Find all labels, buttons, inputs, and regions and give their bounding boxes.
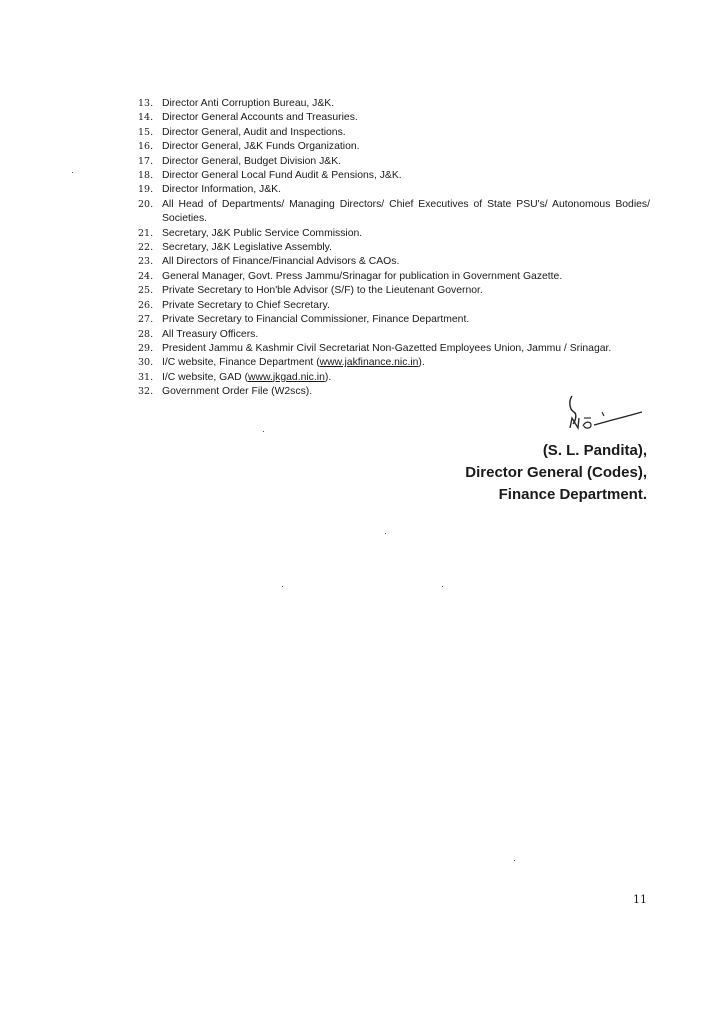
item-text: All Directors of Finance/Financial Advisors & CAOs. [162,256,400,268]
item-number: 13. [138,98,154,109]
item-text: All Treasury Officers. [162,328,259,340]
item-text: Private Secretary to Chief Secretary. [162,299,330,311]
list-item [138,169,650,183]
item-text: Private Secretary to Hon'ble Advisor (S/F) to the Lieutenant Governor. [162,285,483,297]
page-number: 11 [633,893,647,906]
item-number: 31. [138,371,154,383]
item-number: 22. [138,242,154,254]
list-item [138,356,650,370]
item-number: 14. [138,112,154,124]
scan-speck [442,586,443,587]
list-item [138,183,650,197]
item-text: Director General, J&K Funds Organization. [162,141,360,153]
item-number: 20. [138,198,154,210]
signatory-name: (S. L. Pandita), [542,442,647,459]
item-number: 29. [138,342,154,354]
scan-speck [263,431,264,432]
item-text: Director General, Audit and Inspections. [162,126,346,138]
list-item [138,97,650,111]
item-text: Director Information, J&K. [162,184,281,196]
item-number: 19. [138,184,154,196]
scan-speck [72,172,73,173]
item-number: 27. [138,314,154,326]
item-text-prefix: I/C website, GAD ( [162,371,249,383]
item-text-suffix: ). [324,371,332,383]
item-text: Director General, Budget Division J&K. [162,155,342,167]
handwritten-signature [558,388,648,448]
list-item [138,140,650,154]
item-text: General Manager, Govt. Press Jammu/Srinagar for publication in Government Gazette. [162,270,563,282]
item-text: Private Secretary to Financial Commissioner, Finance Department. [162,314,470,326]
item-text [162,371,650,385]
list-item [138,227,650,241]
item-text: Secretary, J&K Legislative Assembly. [162,242,332,254]
item-number: 26. [138,299,154,311]
scan-speck [385,533,386,534]
list-item [138,299,650,313]
item-text: Director General Accounts and Treasuries. [162,112,358,124]
item-number: 24. [138,270,154,282]
list-item [138,255,650,269]
item-number: 23. [138,256,154,268]
item-number: 21. [138,227,154,239]
item-text: President Jammu & Kashmir Civil Secretariat Non-Gazetted Employees Union, Jammu / Srinagar. [162,342,612,354]
item-number: 25. [138,285,154,297]
item-number: 30. [138,357,154,369]
list-item [138,155,650,169]
item-text: Government Order File (W2scs). [162,386,313,398]
signatory-designation: Director General (Codes), [465,464,647,481]
item-number: 18. [138,170,154,182]
list-item [138,284,650,298]
distribution-list [138,97,650,400]
list-item [138,126,650,140]
item-number: 15. [138,126,154,138]
list-item [138,342,650,356]
item-number: 16. [138,141,154,153]
list-item [138,270,650,284]
gad-website-link[interactable]: www.jkgad.nic.in [248,371,325,383]
item-text [162,356,650,370]
item-number: 17. [138,155,154,167]
item-text: Director General Local Fund Audit & Pensions, J&K. [162,170,402,182]
scan-speck [282,586,283,587]
finance-website-link[interactable]: www.jakfinance.nic.in [319,357,419,369]
item-text-suffix: ). [418,357,425,369]
list-item [138,111,650,125]
item-text: Secretary, J&K Public Service Commission. [162,227,363,239]
item-text: All Head of Departments/ Managing Directors/ Chief Executives of State PSU's/ Autonomous Bodies/ Societies. [162,198,650,225]
list-item [138,313,650,327]
list-item [138,198,650,227]
list-item [138,371,650,385]
signatory-department: Finance Department. [498,486,647,503]
list-item [138,328,650,342]
item-text: Director Anti Corruption Bureau, J&K. [162,98,335,109]
item-number: 32. [138,386,154,398]
item-number: 28. [138,328,154,340]
item-text-prefix: I/C website, Finance Department ( [162,357,320,369]
scan-speck [514,860,515,861]
list-item [138,241,650,255]
